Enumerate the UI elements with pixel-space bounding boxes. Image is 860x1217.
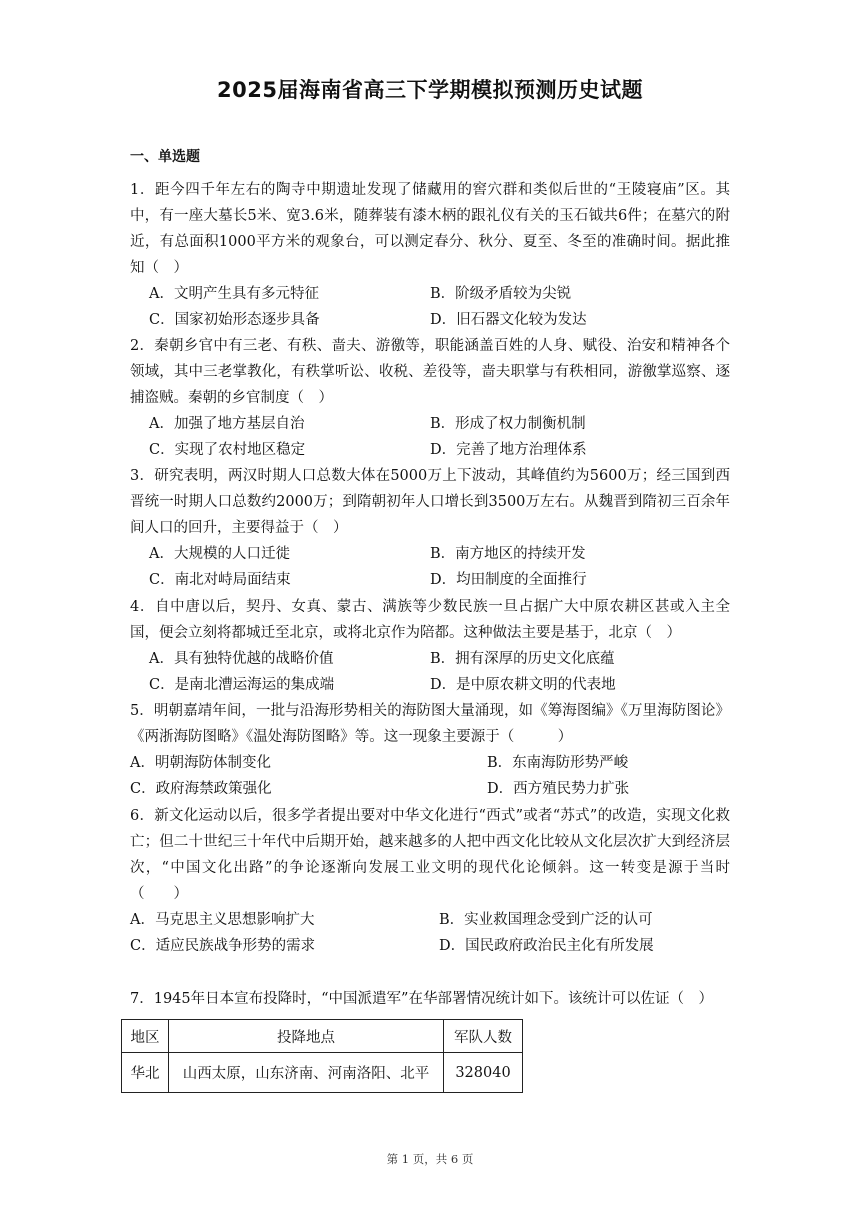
table-header-cell: 地区 bbox=[122, 1020, 169, 1053]
q2-option-b: B．形成了权力制衡机制 bbox=[430, 416, 586, 432]
q3-option-a: A．大规模的人口迁徙 bbox=[149, 546, 290, 562]
q6-option-b: B．实业救国理念受到广泛的认可 bbox=[439, 912, 653, 928]
q1-option-a: A．文明产生具有多元特征 bbox=[149, 286, 319, 302]
table-header-cell: 投降地点 bbox=[169, 1020, 444, 1053]
question-5-stem: 5．明朝嘉靖年间，一批与沿海形势相关的海防图大量涌现，如《筹海图编》《万里海防图论》《两浙海防图略》《温处海防图略》等。这一现象主要源于（ ） bbox=[130, 703, 730, 745]
question-3-stem: 3．研究表明，两汉时期人口总数大体在5000万上下波动，其峰值约为5600万；经三国到西晋统一时期人口总数约2000万；到隋朝初年人口增长到3500万左右。从魏晋到隋初三百余年间人口的回升，主要得益于（ ） bbox=[130, 468, 730, 536]
q1-option-b: B．阶级矛盾较为尖锐 bbox=[430, 286, 572, 302]
q6-option-c: C．适应民族战争形势的需求 bbox=[130, 938, 316, 954]
page-title: 2025届海南省高三下学期模拟预测历史试题 bbox=[217, 78, 643, 102]
q2-option-c: C．实现了农村地区稳定 bbox=[149, 442, 306, 458]
section-heading: 一、单选题 bbox=[130, 149, 200, 165]
question-6-stem: 6．新文化运动以后，很多学者提出要对中华文化进行“西式”或者“苏式”的改造，实现文化救亡；但二十世纪三十年代中后期开始，越来越多的人把中西文化比较从文化层次扩大到经济层次，“中国文化出路”的争论逐渐向发展工业文明的现代化论倾斜。这一转变是源于当时（ ） bbox=[130, 808, 730, 902]
table-row bbox=[122, 1053, 523, 1093]
table-cell: 328040 bbox=[444, 1053, 523, 1093]
q4-option-c: C．是南北漕运海运的集成端 bbox=[149, 677, 335, 693]
q1-option-d: D．旧石器文化较为发达 bbox=[430, 312, 587, 328]
question-1-stem: 1．距今四千年左右的陶寺中期遗址发现了储藏用的窖穴群和类似后世的“王陵寝庙”区。其中，有一座大墓长5米、宽3.6米，随葬装有漆木柄的跟礼仪有关的玉石钺共6件；在墓穴的附近，有总面积1000平方米的观象台，可以测定春分、秋分、夏至、冬至的准确时间。据此推知（ ） bbox=[130, 182, 730, 276]
table-cell: 山西太原，山东济南、河南洛阳、北平 bbox=[169, 1053, 444, 1093]
q2-option-d: D．完善了地方治理体系 bbox=[430, 442, 587, 458]
question-7-stem: 7．1945年日本宣布投降时，“中国派遣军”在华部署情况统计如下。该统计可以佐证（ ） bbox=[130, 991, 713, 1007]
q5-option-b: B．东南海防形势严峻 bbox=[487, 755, 629, 771]
table-header-cell: 军队人数 bbox=[444, 1020, 523, 1053]
q5-option-d: D．西方殖民势力扩张 bbox=[487, 781, 630, 797]
page-footer: 第 1 页，共 6 页 bbox=[386, 1152, 474, 1166]
q1-option-c: C．国家初始形态逐步具备 bbox=[149, 312, 320, 328]
q5-option-c: C．政府海禁政策强化 bbox=[130, 781, 272, 797]
q3-option-d: D．均田制度的全面推行 bbox=[430, 572, 587, 588]
q4-option-b: B．拥有深厚的历史文化底蕴 bbox=[430, 651, 615, 667]
q4-option-d: D．是中原农耕文明的代表地 bbox=[430, 677, 616, 693]
q6-option-d: D．国民政府政治民主化有所发展 bbox=[439, 938, 654, 954]
surrender-table bbox=[121, 1019, 523, 1093]
q3-option-c: C．南北对峙局面结束 bbox=[149, 572, 291, 588]
table-header-row bbox=[122, 1020, 523, 1053]
q3-option-b: B．南方地区的持续开发 bbox=[430, 546, 586, 562]
q2-option-a: A．加强了地方基层自治 bbox=[149, 416, 305, 432]
table-cell: 华北 bbox=[122, 1053, 169, 1093]
q6-option-a: A．马克思主义思想影响扩大 bbox=[130, 912, 315, 928]
question-4-stem: 4．自中唐以后，契丹、女真、蒙古、满族等少数民族一旦占据广大中原农耕区甚或入主全国，便会立刻将都城迁至北京，或将北京作为陪都。这种做法主要是基于，北京（ ） bbox=[130, 599, 730, 641]
q5-option-a: A．明朝海防体制变化 bbox=[130, 755, 271, 771]
q4-option-a: A．具有独特优越的战略价值 bbox=[149, 651, 334, 667]
question-2-stem: 2．秦朝乡官中有三老、有秩、啬夫、游徼等，职能涵盖百姓的人身、赋役、治安和精神各个领域，其中三老掌教化，有秩掌听讼、收税、差役等，啬夫职掌与有秩相同，游徼掌巡察、逐捕盗贼。秦朝的乡官制度（ ） bbox=[130, 338, 730, 406]
